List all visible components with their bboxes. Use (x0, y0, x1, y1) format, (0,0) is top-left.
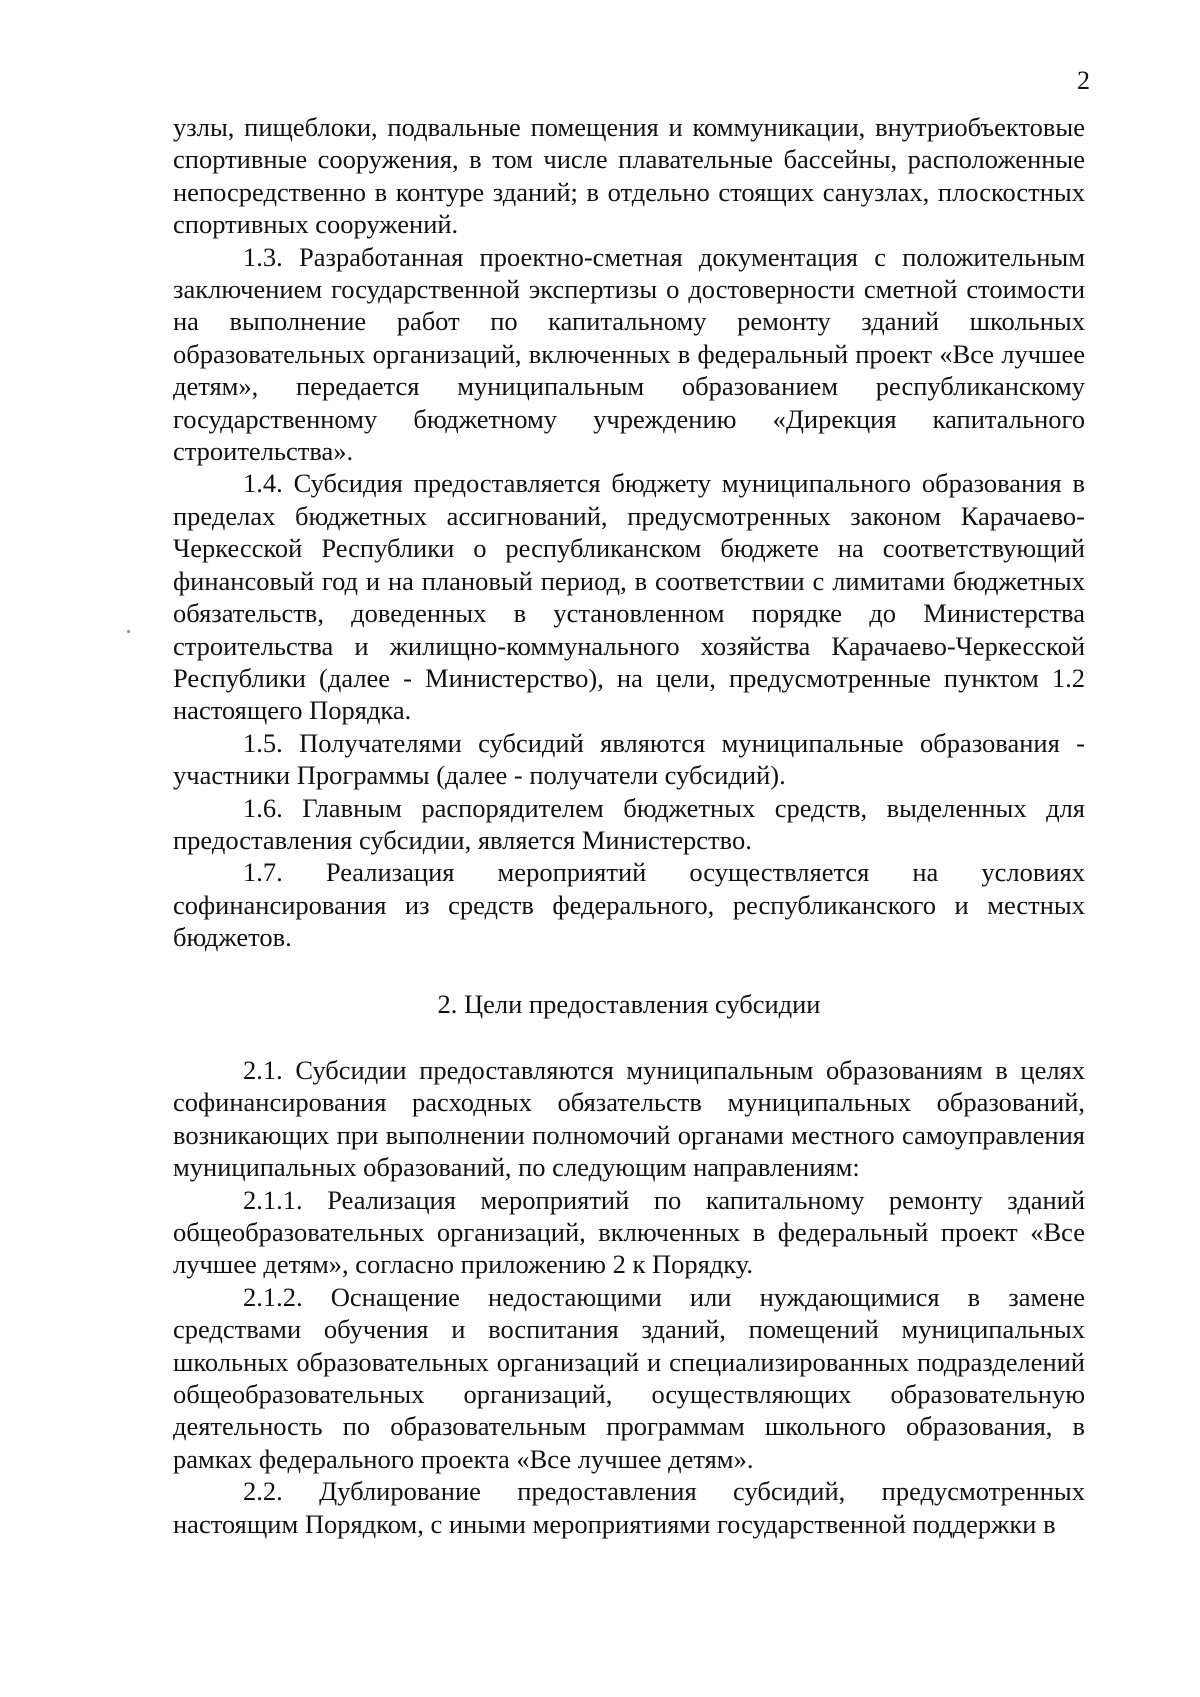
scan-speck (127, 630, 130, 633)
paragraph-1-4: 1.4. Субсидия предоставляется бюджету муниципального образования в пределах бюджетных ассигнований, предусмотренных законом Карачаево-Черкесской Республики о республиканском бюджете на соответствующий финансовый год и на плановый период, в соответствии с лимитами бюджетных обязательств, доведенных в установленном порядке до Министерства строительства и жилищно-коммунального хозяйства Карачаево-Черкесской Республики (далее - Министерство), на цели, предусмотренные пунктом 1.2 настоящего Порядка. (173, 468, 1085, 726)
paragraph-1-6: 1.6. Главным распорядителем бюджетных средств, выделенных для предоставления субсидии, является Министерство. (173, 792, 1085, 855)
document-body (173, 111, 1085, 1540)
section-heading: 2. Цели предоставления субсидии (437, 988, 821, 1019)
paragraph-1-7: 1.7. Реализация мероприятий осуществляется на условиях софинансирования из средств федерального, республиканского и местных бюджетов. (173, 857, 1085, 953)
page-number: 2 (1077, 66, 1090, 95)
paragraph-2-1: 2.1. Субсидии предоставляются муниципальным образованиям в целях софинансирования расходных обязательств муниципальных образований, возникающих при выполнении полномочий органами местного самоуправления муниципальных образований, по следующим направлениям: (173, 1054, 1085, 1183)
paragraph-continuation: узлы, пищеблоки, подвальные помещения и коммуникации, внутриобъектовые спортивные сооружения, в том числе плавательные бассейны, расположенные непосредственно в контуре зданий; в отдельно стоящих санузлах, плоскостных спортивных сооружений. (173, 112, 1085, 240)
paragraph-2-1-2: 2.1.2. Оснащение недостающими или нуждающимися в замене средствами обучения и воспитания зданий, помещений муниципальных школьных образовательных организаций и специализированных подразделений общеобразовательных организаций, осуществляющих образовательную деятельность по образовательным программам школьного образования, в рамках федерального проекта «Все лучшее детям». (173, 1281, 1085, 1474)
paragraph-2-2: 2.2. Дублирование предоставления субсидий, предусмотренных настоящим Порядком, с иными мероприятиями государственной поддержки в (173, 1476, 1085, 1539)
paragraph-1-5: 1.5. Получателями субсидий являются муниципальные образования - участники Программы (далее - получатели субсидий). (173, 727, 1085, 791)
paragraph-1-3: 1.3. Разработанная проектно-сметная документация с положительным заключением государственной экспертизы о достоверности сметной стоимости на выполнение работ по капитальному ремонту зданий школьных образовательных организаций, включенных в федеральный проект «Все лучшее детям», передается муниципальным образованием республиканскому государственному бюджетному учреждению «Дирекция капитального строительства». (173, 241, 1085, 467)
paragraph-2-1-1: 2.1.1. Реализация мероприятий по капитальному ремонту зданий общеобразовательных организаций, включенных в федеральный проект «Все лучшее детям», согласно приложению 2 к Порядку. (173, 1184, 1085, 1280)
